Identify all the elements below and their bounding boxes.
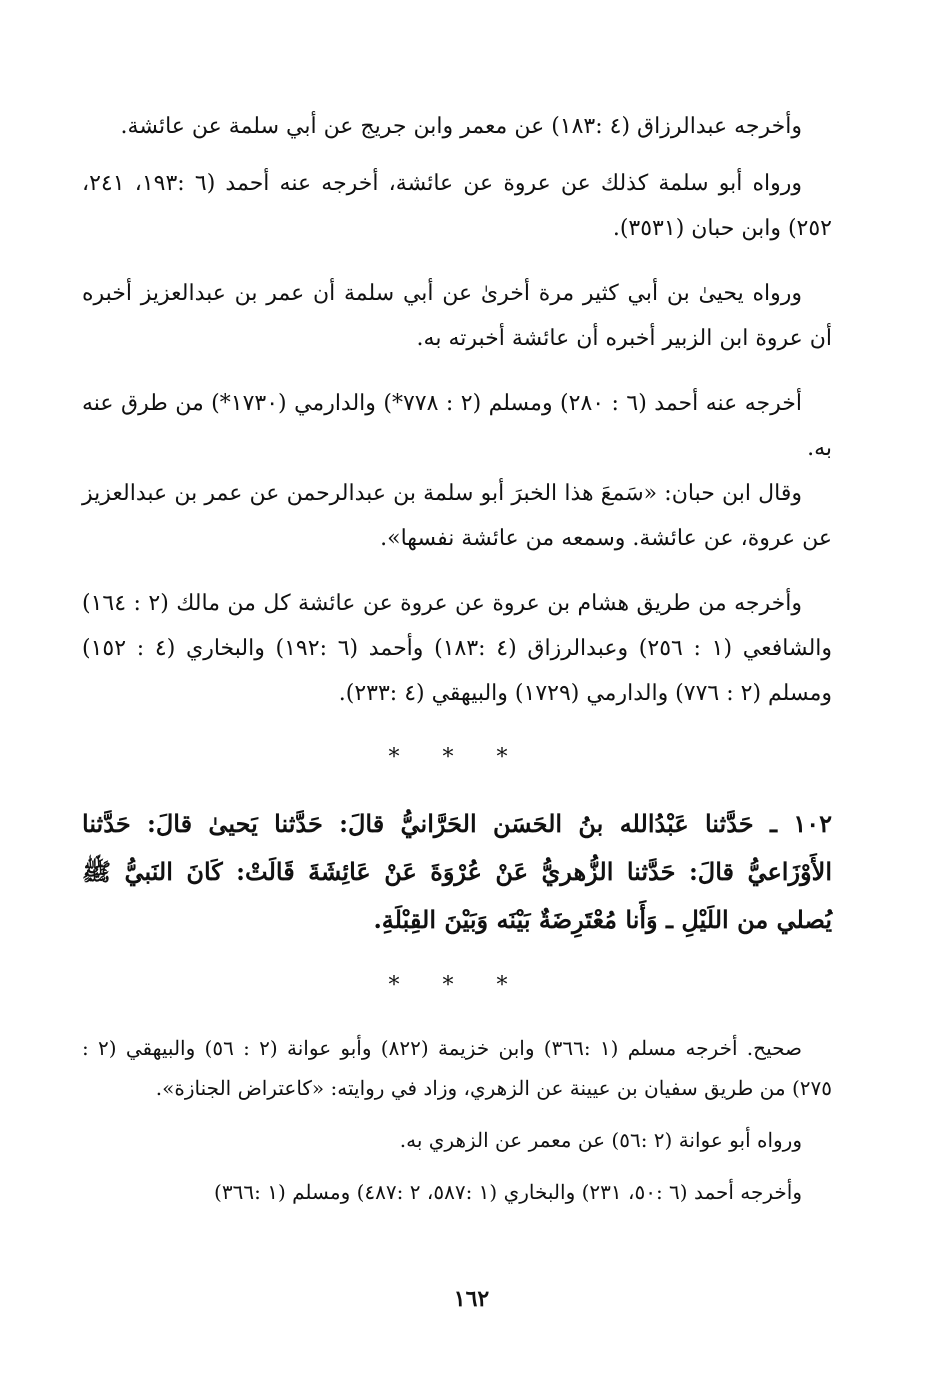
paragraph-4b: وقال ابن حبان: «سَمعَ هذا الخبرَ أبو سلمة بن عبدالرحمن عن عمر بن عبدالعزيز عن عروة، عن عائشة. وسمعه من عائشة نفسها». xyxy=(82,481,832,551)
section-separator-1: * * * xyxy=(388,745,526,770)
paragraph-1: وأخرجه عبدالرزاق (٤ :١٨٣) عن معمر وابن جريج عن أبي سلمة عن عائشة. xyxy=(120,114,802,139)
paragraph-2: ورواه أبو سلمة كذلك عن عروة عن عائشة، أخرجه عنه أحمد (٦ :١٩٣، ٢٤١، ٢٥٢) وابن حبان (٣٥٣١). xyxy=(82,171,832,241)
paragraph-4a: أخرجه عنه أحمد (٦ : ٢٨٠) ومسلم (٢ : ٧٧٨*) والدارمي (١٧٣٠*) من طرق عنه به. xyxy=(82,391,832,461)
page-number: ١٦٢ xyxy=(453,1286,490,1312)
paragraph-6: صحيح. أخرجه مسلم (١ :٣٦٦) وابن خزيمة (٨٢٢) وأبو عوانة (٢ : ٥٦) والبيهقي (٢ : ٢٧٥) من طريق سفيان بن عيينة عن الزهري، وزاد في روايته: «كاعتراض الجنازة». xyxy=(82,1036,832,1100)
paragraph-5: وأخرجه من طريق هشام بن عروة عن عروة عن عائشة كل من مالك (٢ : ١٦٤) والشافعي (١ : ٢٥٦) وعبدالرزاق (٤ :١٨٣) وأحمد (٦ :١٩٢) والبخاري (٤ : ١٥٢) ومسلم (٢ : ٧٧٦) والدارمي (١٧٢٩) والبيهقي (٤ :٢٣٣). xyxy=(82,591,833,706)
hadith-text: ١٠٢ ـ حَدَّثنا عَبْدُالله بنُ الحَسَن الحَرَّانيُّ قالَ: حَدَّثنا يَحيىٰ قالَ: حَدَّثنا الأَوْزَاعيُّ قالَ: حَدَّثنا الزُّهريُّ عَنْ عُرْوَةَ عَنْ عَائِشَةَ قَالَتْ: كَانَ النَبيُّ ﷺ يُصلي من اللَيْلِ ـ وَأَنا مُعْتَرِضَةٌ بَيْنَه وَبَيْنَ القِبْلَةِ. xyxy=(82,809,832,934)
paragraph-7: ورواه أبو عوانة (٢ :٥٦) عن معمر عن الزهري به. xyxy=(399,1128,802,1152)
section-separator-2: * * * xyxy=(388,973,526,998)
paragraph-3: ورواه يحيىٰ بن أبي كثير مرة أخرىٰ عن أبي سلمة أن عمر بن عبدالعزيز أخبره أن عروة ابن الزبير أخبره أن عائشة أخبرته به. xyxy=(82,281,832,351)
page-content xyxy=(82,104,832,1212)
paragraph-8: وأخرجه أحمد (٦ :٥٠، ٢٣١) والبخاري (١ :٥٨٧، ٢ :٤٨٧) ومسلم (١ :٣٦٦) xyxy=(214,1180,802,1204)
